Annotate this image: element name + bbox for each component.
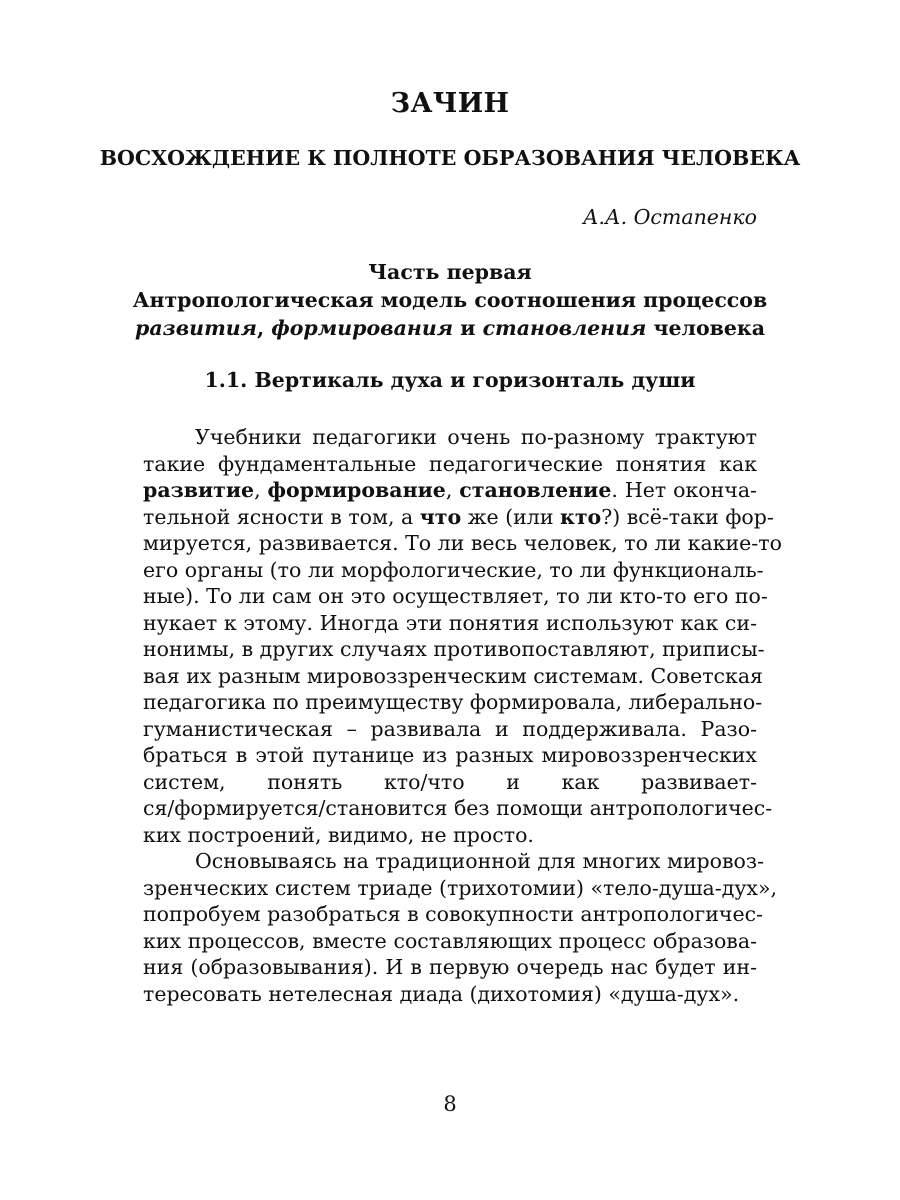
chapter-heading: ЗАЧИН: [390, 88, 510, 119]
text-line: тересовать нетелесная диада (дихотомия) «душа-дух».: [143, 981, 740, 1006]
part-label: Часть первая: [368, 260, 532, 284]
text-line: Основываясь на традиционной для многих мировоз-: [195, 849, 765, 873]
text-line: ся/формируется/становится без помощи антропологичес-: [143, 796, 773, 820]
text-line: нонимы, в других случаях противопоставляют, приписы-: [143, 637, 765, 661]
term-formation: формирования: [271, 316, 454, 340]
text-line: развитие, формирование, становление. Нет оконча-: [143, 478, 757, 502]
text-line: браться в этой путанице из разных мировоззренческих: [143, 743, 757, 767]
term-development: развития: [135, 316, 257, 340]
text-line: систем, понять кто/что и как развивает-: [143, 769, 757, 794]
bold-term: формирование: [267, 478, 446, 502]
text-line: гуманистическая – развивала и поддерживала. Разо-: [143, 716, 757, 741]
text-line: зренческих систем триаде (трихотомии) «тело-душа-дух»,: [143, 875, 777, 900]
text-line: такие фундаментальные педагогические понятия как: [143, 451, 757, 476]
paragraph-1: [143, 424, 782, 848]
page-number: 8: [443, 1092, 457, 1116]
bold-term: становление: [459, 478, 612, 502]
author-name: А.А. Остапенко: [583, 205, 757, 229]
bold-term: что: [419, 504, 462, 529]
text-line: мируется, развивается. То ли весь человек, то ли какие-то: [143, 531, 782, 555]
part-title-line1: Антропологическая модель соотношения процессов: [132, 288, 768, 312]
section-title: 1.1. Вертикаль духа и горизонталь души: [204, 368, 696, 392]
text-line: тельной ясности в том, а что же (или кто?) всё-таки фор-: [143, 504, 774, 529]
text-line: нукает к этому. Иногда эти понятия используют как си-: [143, 610, 757, 635]
text-line: ких построений, видимо, не просто.: [143, 822, 534, 847]
text-line: попробуем разобраться в совокупности антропологичес-: [143, 902, 763, 926]
chapter-subheading: ВОСХОЖДЕНИЕ К ПОЛНОТЕ ОБРАЗОВАНИЯ ЧЕЛОВЕКА: [99, 146, 801, 170]
part-heading: [0, 258, 900, 342]
text-line: Учебники педагогики очень по-разному трактуют: [195, 425, 757, 449]
text-line: его органы (то ли морфологические, то ли функциональ-: [143, 557, 764, 582]
text-line: ких процессов, вместе составляющих процесс образова-: [143, 928, 757, 953]
text-line: ния (образовывания). И в первую очередь нас будет ин-: [143, 955, 757, 979]
body-text: [143, 424, 782, 1007]
bold-term: кто: [560, 504, 602, 529]
paragraph-2: [143, 848, 777, 1007]
text-line: вая их разным мировоззренческим системам. Советская: [143, 663, 763, 688]
text-line: ные). То ли сам он это осуществляет, то ли кто-то его по-: [143, 584, 768, 608]
bold-term: развитие: [143, 478, 255, 502]
part-title-line2: развития, формирования и становления человека: [135, 316, 765, 340]
text-line: педагогика по преимуществу формировала, либерально-: [143, 690, 763, 714]
term-becoming: становления: [482, 316, 647, 340]
